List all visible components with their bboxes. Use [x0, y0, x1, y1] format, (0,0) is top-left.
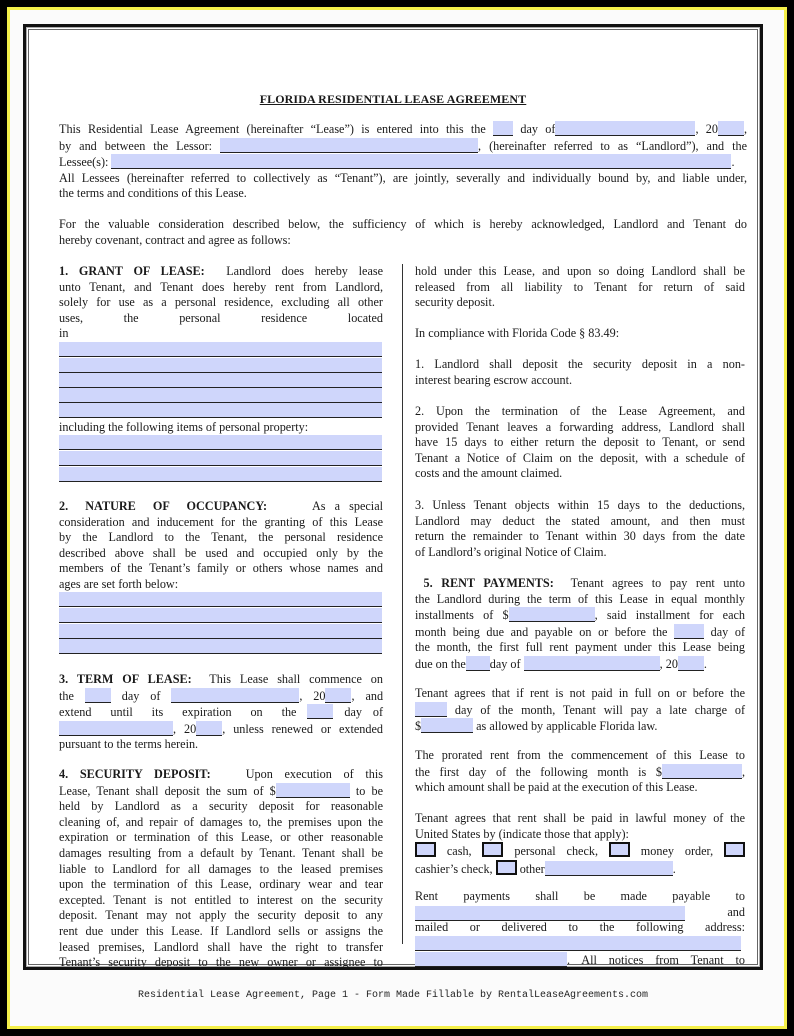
prorated-rent-paragraph: The prorated rent from the commencement of this Lease to the first day of the following month is $ , which amount shall be paid at the execution of this Lease.: [415, 748, 745, 795]
occupant-line-3-field[interactable]: [59, 624, 382, 639]
monthly-rent-amount-field[interactable]: [509, 607, 595, 622]
commence-day-field[interactable]: [85, 688, 111, 703]
payment-address-line-2-field[interactable]: [415, 952, 567, 967]
payable-to-paragraph: Rent payments shall be made payable to and mailed or delivered to the following address: . All notices from Tenant to: [415, 889, 745, 968]
payment-address-line-1-field[interactable]: [415, 936, 741, 951]
late-charge-paragraph: Tenant agrees that if rent is not paid in full on or before the day of the month, Tenant will pay a late charge of $ as allowed by applicable Florida law.: [415, 686, 745, 734]
expiration-year-field[interactable]: [196, 721, 222, 736]
intro-line-1: This Residential Lease Agreement (hereinafter “Lease”) is entered into this the day of , 20 ,: [59, 122, 748, 136]
commence-month-field[interactable]: [171, 688, 299, 703]
late-charge-day-field[interactable]: [415, 702, 447, 717]
personal-check-checkbox[interactable]: [482, 842, 503, 857]
section-security-deposit: 4. SECURITY DEPOSIT: Upon execution of this Lease, Tenant shall deposit the sum of $ to be held by Landlord as a security deposit for reasonable cleaning of, and repair of damages to, the premises upon the expiration or termination of this Lease, or other reasonable damages resulting from a default by Tenant. Tenant shall be liable to Landlord for all damages to the leased premises upon the termination of this Lease, ordinary wear and tear excepted. Tenant is not entitled to interest on the security deposit. Tenant may not apply the security deposit to any rent due under this Lease. If Landlord sells or assigns the leased premises, Landlord shall have the right to transfer Tenant’s security deposit to the new owner or assignee to: [59, 767, 384, 970]
section-heading: 4. SECURITY DEPOSIT:: [59, 767, 211, 781]
document-page: [23, 24, 763, 1001]
section-heading: 5. RENT PAYMENTS:: [423, 576, 554, 590]
intro-line-4: All Lessees (hereinafter referred to collectively as “Tenant”), are jointly, severally and individually bound by, and liable under,: [59, 170, 747, 185]
commence-year-field[interactable]: [325, 688, 351, 703]
intro-day-field[interactable]: [493, 121, 513, 136]
occupant-line-2-field[interactable]: [59, 608, 382, 623]
first-rent-year-field[interactable]: [678, 656, 704, 671]
lessee-field[interactable]: [111, 154, 731, 169]
personal-property-label: including the following items of personal property:: [59, 420, 309, 434]
address-line-2-field[interactable]: [59, 358, 382, 373]
compliance-item-3: 3. Unless Tenant objects within 15 days to the deductions, Landlord may deduct the stated amount, and then must return the remainder to Tenant within 30 days from the date of Landlord’s original Notice of Claim.: [415, 498, 745, 559]
compliance-item-1: 1. Landlord shall deposit the security deposit in a non- interest bearing escrow account.: [415, 357, 745, 387]
section-grant-of-lease: 1. GRANT OF LEASE: Landlord does hereby lease unto Tenant, and Tenant does hereby rent from Landlord, solely for use as a personal residence, excluding all other uses, the personal residence located in: [59, 264, 383, 359]
page-footer: Residential Lease Agreement, Page 1 - Form Made Fillable by RentalLeaseAgreements.com: [137, 990, 649, 1001]
occupant-line-1-field[interactable]: [59, 592, 382, 607]
intro-year-field[interactable]: [718, 121, 744, 136]
address-line-5-field[interactable]: [59, 403, 382, 418]
security-deposit-amount-field[interactable]: [276, 783, 350, 798]
security-deposit-continued: hold under this Lease, and upon so doing Landlord shall be released from all liability to Tenant for return of said security deposit.: [415, 264, 745, 310]
address-line-1-field[interactable]: [59, 342, 382, 357]
intro-line-3: Lessee(s): .: [59, 155, 735, 170]
payable-to-field[interactable]: [415, 906, 685, 921]
other-checkbox[interactable]: [496, 860, 517, 875]
section-nature-of-occupancy: 2. NATURE OF OCCUPANCY: As a special consideration and inducement for the granting of this Lease by the Landlord to the Tenant, the personal residence described above shall be used and occupied only by the members of the Tenant’s family or others whose names and ages are set forth below:: [59, 499, 383, 591]
section-heading: 1. GRANT OF LEASE:: [59, 264, 205, 278]
other-payment-method-field[interactable]: [545, 861, 673, 876]
intro-month-field[interactable]: [555, 121, 695, 136]
money-order-checkbox[interactable]: [609, 842, 630, 857]
column-divider: [402, 264, 403, 944]
address-line-4-field[interactable]: [59, 388, 382, 403]
intro-line-2: by and between the Lessor: , (hereinafter referred to as “Landlord”), and the: [59, 138, 748, 153]
section-rent-payments: 5. RENT PAYMENTS: Tenant agrees to pay rent unto the Landlord during the term of this Lease in equal monthly installments of $ , said installment for each month being due and payable on or before the day of the month, the first full rent payment under this Lease being due on the day of , 20 .: [415, 576, 746, 671]
intro-paragraph: [59, 121, 747, 202]
personal-property-line-1-field[interactable]: [59, 435, 382, 450]
section-heading: 3. TERM OF LEASE:: [59, 672, 192, 686]
section-term-of-lease: 3. TERM OF LEASE: This Lease shall commence on the day of , 20 , and extend until its expiration on the day of , 20 , unless renewed or extended pursuant to the terms herein.: [59, 672, 384, 752]
compliance-statement: In compliance with Florida Code § 83.49:: [415, 326, 620, 340]
section-heading: 2. NATURE OF OCCUPANCY:: [59, 499, 268, 513]
prorated-rent-amount-field[interactable]: [662, 764, 742, 779]
personal-property-line-2-field[interactable]: [59, 451, 382, 466]
first-rent-day-field[interactable]: [466, 656, 490, 671]
consideration-paragraph: For the valuable consideration described below, the sufficiency of which is hereby acknowledged, Landlord and Tenant do hereby covenant, contract and agree as follows:: [59, 217, 747, 247]
late-charge-amount-field[interactable]: [421, 718, 473, 733]
compliance-item-2: 2. Upon the termination of the Lease Agreement, and provided Tenant leaves a forwarding address, Landlord shall have 15 days to either return the deposit to Tenant, or send Tenant a Notice of Claim on the deposit, with a schedule of costs and the amount claimed.: [415, 404, 745, 481]
address-line-3-field[interactable]: [59, 373, 382, 388]
lessor-field[interactable]: [220, 138, 478, 153]
first-rent-month-field[interactable]: [524, 656, 660, 671]
intro-line-5: the terms and conditions of this Lease.: [59, 186, 247, 201]
personal-property-line-3-field[interactable]: [59, 467, 382, 482]
payment-method-paragraph: Tenant agrees that rent shall be paid in lawful money of the United States by (indicate those that apply): cash, personal check, money order, cashier’s check, other .: [415, 811, 745, 876]
cashiers-check-checkbox[interactable]: [724, 842, 745, 857]
cash-checkbox[interactable]: [415, 842, 436, 857]
expiration-month-field[interactable]: [59, 721, 173, 736]
rent-due-day-field[interactable]: [674, 624, 704, 639]
expiration-day-field[interactable]: [307, 704, 333, 719]
occupant-line-4-field[interactable]: [59, 639, 382, 654]
page-title: FLORIDA RESIDENTIAL LEASE AGREEMENT: [259, 92, 527, 106]
